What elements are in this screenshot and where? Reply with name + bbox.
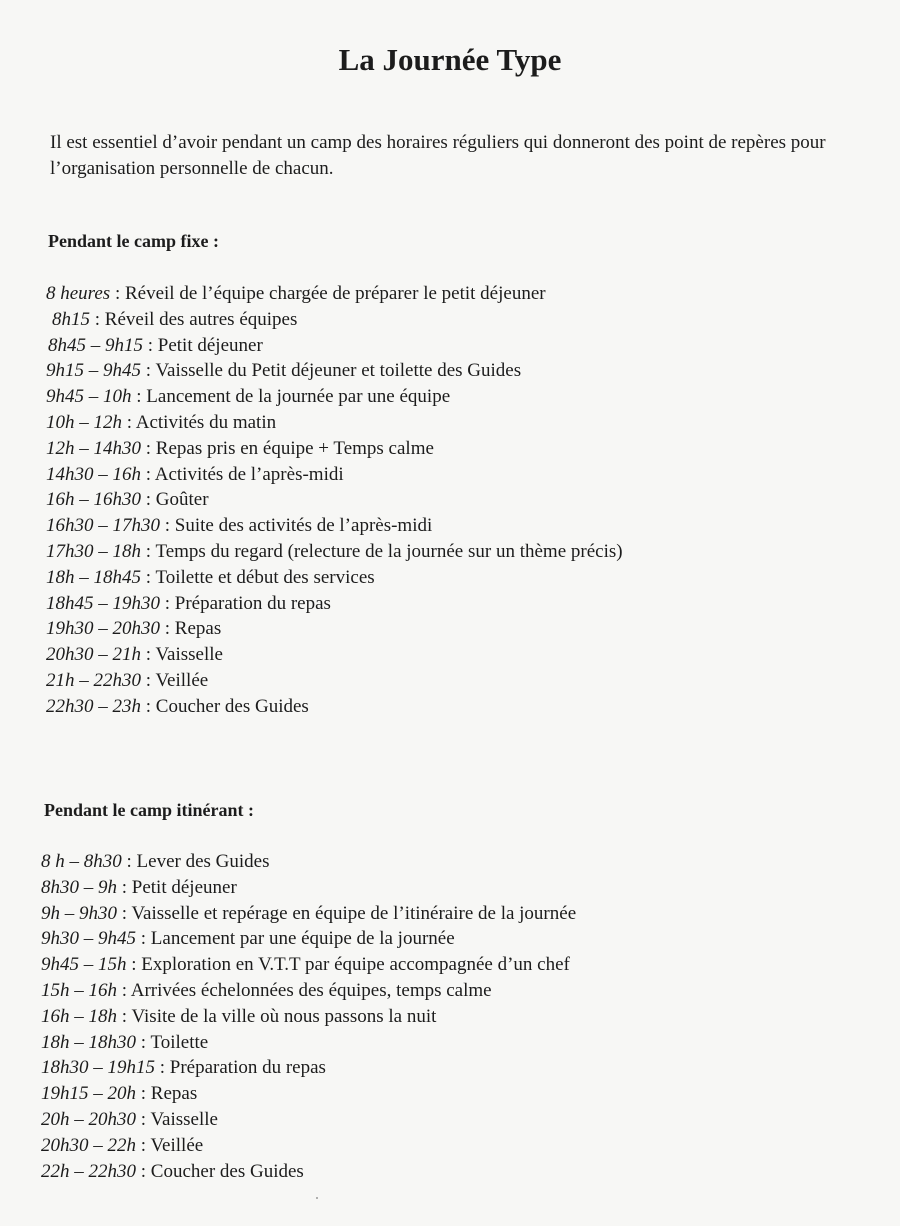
entry-time: 15h – 16h — [41, 979, 117, 1001]
entry-activity: Repas — [174, 618, 222, 640]
entry-separator: : — [117, 876, 132, 898]
schedule-entry — [41, 978, 576, 1004]
entry-activity: Coucher des Guides — [150, 1160, 304, 1182]
schedule-entry — [46, 462, 623, 488]
entry-time: 16h – 18h — [41, 1005, 117, 1027]
entry-time: 18h – 18h30 — [41, 1031, 136, 1053]
schedule-entry — [41, 1133, 576, 1159]
entry-time: 9h45 – 10h — [46, 386, 132, 408]
entry-activity: Lever des Guides — [136, 851, 270, 872]
entry-time: 14h30 – 16h — [46, 463, 141, 485]
entry-activity: Petit déjeuner — [131, 876, 237, 898]
entry-activity: Toilette — [150, 1031, 209, 1053]
schedule-entry — [46, 307, 623, 333]
schedule-entry — [41, 1159, 576, 1185]
entry-time: 18h45 – 19h30 — [46, 592, 160, 614]
schedule-entry — [41, 875, 576, 901]
entry-separator: : — [141, 540, 156, 562]
entry-time: 9h30 – 9h45 — [41, 928, 136, 950]
entry-time: 19h30 – 20h30 — [46, 618, 160, 640]
document-title: La Journée Type — [338, 42, 562, 77]
entry-activity: Goûter — [155, 489, 209, 511]
intro-paragraph: Il est essentiel d’avoir pendant un camp des horaires réguliers qui donneront des point de repères pour l’organisation personnelle de chacun. — [50, 132, 826, 179]
entry-separator: : — [141, 360, 156, 382]
schedule-entry — [46, 333, 623, 359]
schedule-entry — [46, 616, 623, 642]
entry-activity: Visite de la ville où nous passons la nuit — [131, 1005, 437, 1027]
entry-activity: Temps du regard (relecture de la journée sur un thème précis) — [155, 540, 623, 562]
entry-activity: Lancement de la journée par une équipe — [146, 386, 451, 408]
fixed-camp-schedule — [46, 281, 623, 720]
entry-activity: Veillée — [150, 1134, 204, 1156]
entry-separator: : — [155, 1057, 170, 1079]
entry-time: 19h15 – 20h — [41, 1083, 136, 1105]
entry-time: 21h – 22h30 — [46, 669, 141, 691]
entry-activity: Activités de l’après-midi — [154, 463, 344, 485]
entry-separator: : — [117, 1005, 132, 1027]
entry-activity: Lancement par une équipe de la journée — [150, 928, 455, 950]
schedule-entry — [46, 513, 623, 539]
schedule-entry — [46, 358, 623, 384]
entry-time: 22h – 22h30 — [41, 1160, 136, 1182]
entry-separator: : — [160, 515, 175, 537]
entry-activity: Vaisselle du Petit déjeuner et toilette des Guides — [155, 360, 522, 382]
entry-time: 9h – 9h30 — [41, 902, 117, 924]
schedule-entry — [41, 1107, 576, 1133]
entry-time: 12h – 14h30 — [46, 437, 141, 459]
entry-time: 20h30 – 22h — [41, 1134, 136, 1156]
entry-separator: : — [141, 669, 156, 691]
entry-activity: Coucher des Guides — [155, 695, 309, 717]
entry-activity: Réveil de l’équipe chargée de préparer le petit déjeuner — [124, 283, 546, 304]
schedule-entry — [46, 384, 623, 410]
entry-activity: Repas — [150, 1083, 198, 1105]
schedule-entry — [46, 642, 623, 668]
schedule-entry — [46, 410, 623, 436]
entry-separator: : — [90, 308, 105, 330]
entry-separator: : — [141, 644, 156, 666]
entry-time: 8h45 – 9h15 — [48, 334, 143, 356]
entry-separator: : — [117, 902, 132, 924]
entry-separator: : — [117, 979, 131, 1001]
schedule-entry — [46, 487, 623, 513]
entry-activity: Veillée — [155, 669, 209, 691]
entry-activity: Repas pris en équipe + Temps calme — [155, 437, 434, 459]
entry-time: 9h45 – 15h — [41, 954, 127, 976]
schedule-entry — [41, 926, 576, 952]
entry-activity: Vaisselle — [150, 1108, 218, 1130]
entry-separator: : — [136, 1160, 151, 1182]
entry-separator: : — [136, 1134, 151, 1156]
entry-time: 18h – 18h45 — [46, 566, 141, 588]
entry-separator: : — [143, 334, 158, 356]
entry-separator: : — [141, 437, 156, 459]
schedule-entry — [46, 668, 623, 694]
entry-time: 18h30 – 19h15 — [41, 1057, 155, 1079]
schedule-entry — [46, 694, 623, 720]
itinerant-camp-schedule — [41, 849, 576, 1184]
schedule-entry — [41, 849, 576, 875]
entry-separator: : — [141, 566, 156, 588]
entry-time: 8 h – 8h30 — [41, 851, 122, 872]
entry-activity: Suite des activités de l’après-midi — [174, 515, 433, 537]
schedule-entry — [41, 1055, 576, 1081]
entry-time: 8h30 – 9h — [41, 876, 117, 898]
entry-activity: Réveil des autres équipes — [104, 308, 298, 330]
schedule-entry — [46, 281, 623, 307]
entry-time: 10h – 12h — [46, 411, 122, 433]
entry-separator: : — [160, 618, 175, 640]
entry-time: 8h15 — [52, 308, 90, 330]
scan-speck — [316, 1197, 318, 1199]
entry-separator: : — [141, 489, 156, 511]
schedule-entry — [41, 901, 576, 927]
schedule-entry — [41, 952, 576, 978]
entry-activity: Vaisselle et repérage en équipe de l’itinéraire de la journée — [131, 902, 577, 924]
schedule-entry — [46, 436, 623, 462]
schedule-entry — [41, 1030, 576, 1056]
entry-activity: Arrivées échelonnées des équipes, temps calme — [130, 979, 492, 1001]
entry-time: 17h30 – 18h — [46, 540, 141, 562]
schedule-entry — [41, 1081, 576, 1107]
entry-separator: : — [141, 695, 156, 717]
entry-time: 20h30 – 21h — [46, 644, 141, 666]
entry-separator: : — [136, 1108, 151, 1130]
entry-separator: : — [122, 411, 136, 433]
entry-time: 22h30 – 23h — [46, 695, 141, 717]
entry-activity: Vaisselle — [155, 644, 223, 666]
schedule-entry — [41, 1004, 576, 1030]
entry-activity: Toilette et début des services — [155, 566, 375, 588]
entry-time: 8 heures — [46, 283, 111, 304]
entry-activity: Préparation du repas — [169, 1057, 326, 1079]
entry-activity: Activités du matin — [135, 411, 277, 433]
entry-activity: Préparation du repas — [174, 592, 331, 614]
entry-time: 9h15 – 9h45 — [46, 360, 141, 382]
entry-separator: : — [136, 1031, 151, 1053]
entry-separator: : — [136, 928, 151, 950]
itinerant-camp-heading: Pendant le camp itinérant : — [44, 800, 254, 820]
entry-separator: : — [121, 851, 137, 872]
schedule-entry — [46, 565, 623, 591]
entry-separator: : — [160, 592, 175, 614]
entry-separator: : — [110, 283, 125, 304]
schedule-entry — [46, 539, 623, 565]
entry-time: 16h – 16h30 — [46, 489, 141, 511]
entry-time: 20h – 20h30 — [41, 1108, 136, 1130]
schedule-entry — [46, 591, 623, 617]
fixed-camp-heading: Pendant le camp fixe : — [48, 231, 219, 251]
entry-separator: : — [126, 954, 142, 976]
entry-time: 16h30 – 17h30 — [46, 515, 160, 537]
entry-separator: : — [141, 463, 155, 485]
entry-separator: : — [136, 1083, 151, 1105]
entry-activity: Exploration en V.T.T par équipe accompagnée d’un chef — [141, 954, 570, 976]
entry-separator: : — [131, 386, 147, 408]
entry-activity: Petit déjeuner — [157, 334, 263, 356]
